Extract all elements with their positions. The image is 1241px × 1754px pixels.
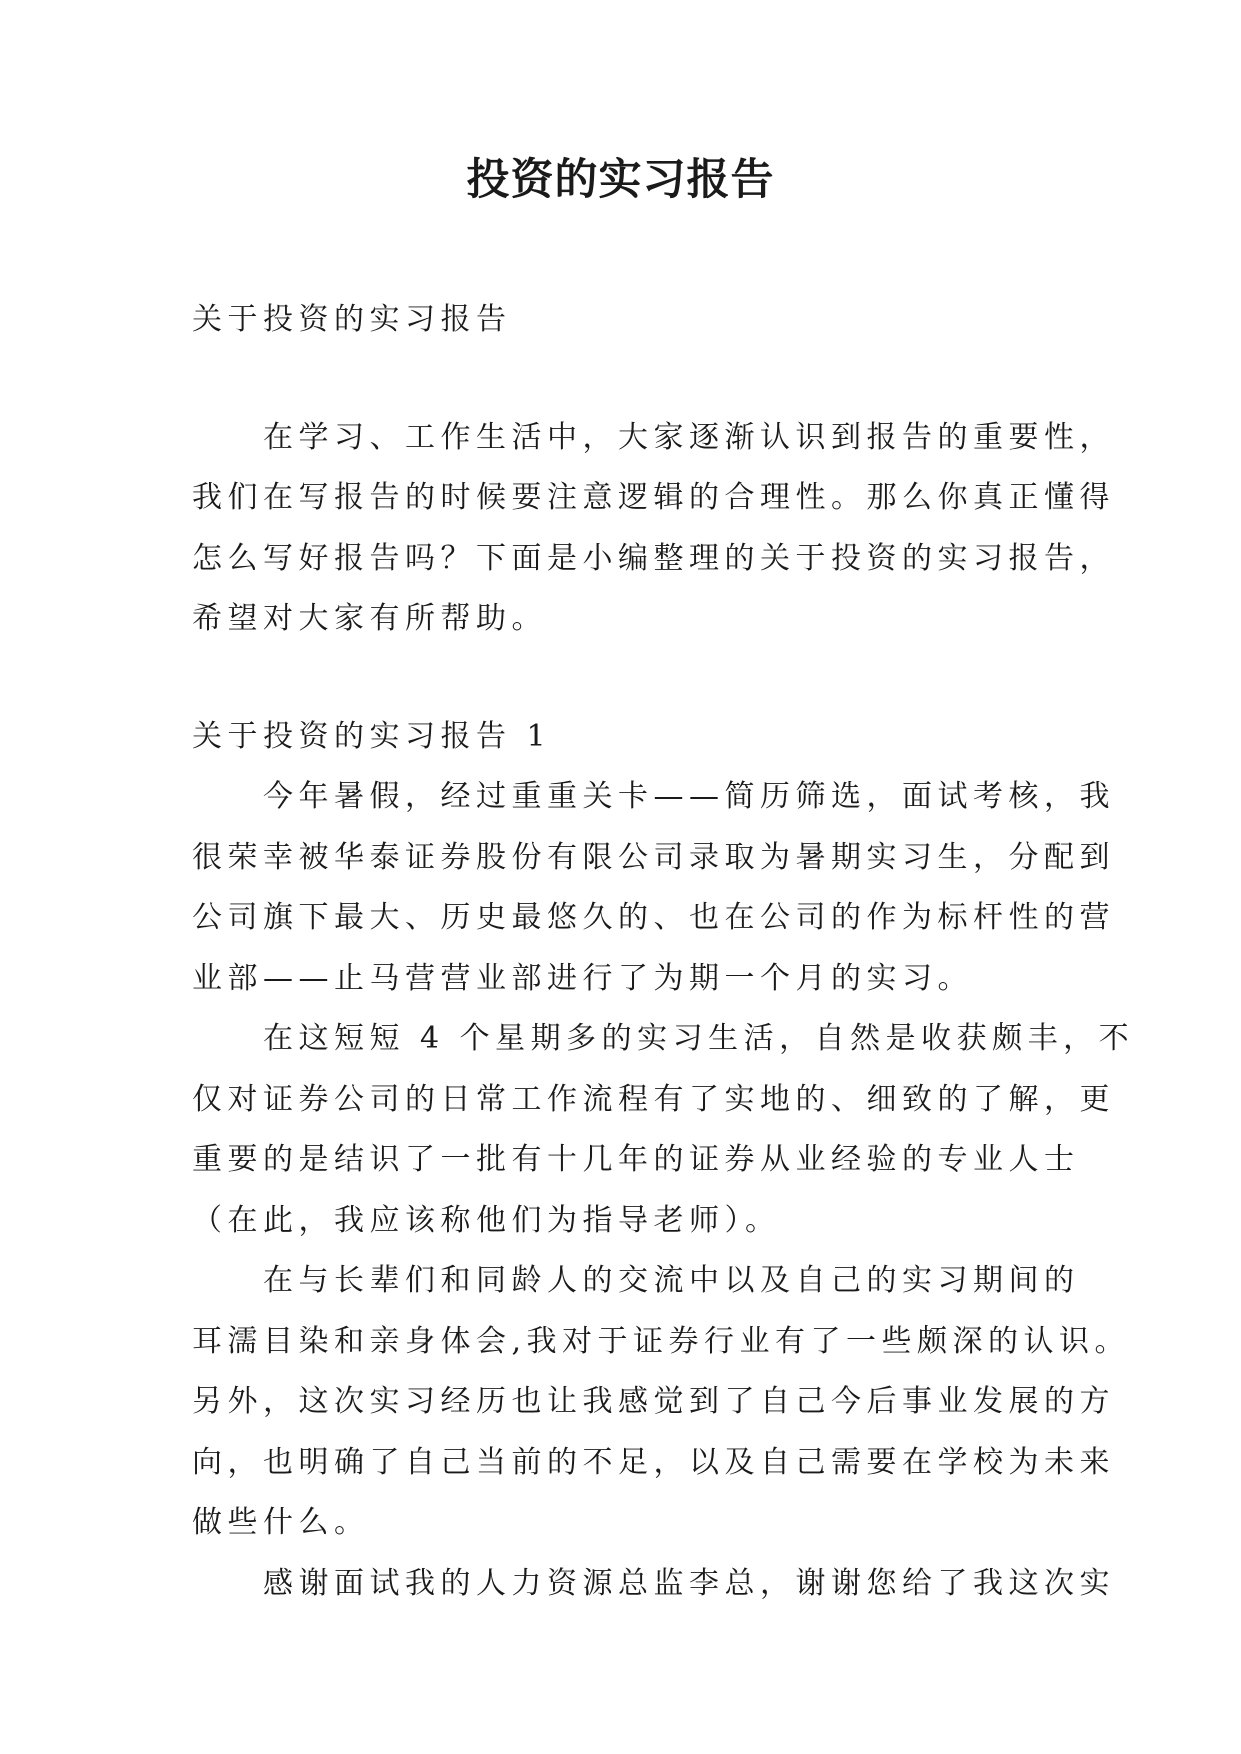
text-line: 在与长辈们和同龄人的交流中以及自己的实习期间的 [192, 1263, 1080, 1298]
document-title: 投资的实习报告 [466, 155, 775, 205]
text-line: 另外，这次实习经历也让我感觉到了自己今后事业发展的方 [192, 1384, 1115, 1419]
spacer [192, 650, 1058, 707]
text-line: 希望对大家有所帮助。 [192, 601, 547, 636]
text-line: 仅对证券公司的日常工作流程有了实地的、细致的了解，更 [192, 1081, 1115, 1117]
document-body [192, 290, 1135, 1614]
text-line: 很荣幸被华泰证券股份有限公司录取为暑期实习生，分配到 [192, 839, 1115, 875]
text-line: 业部——止马营营业部进行了为期一个月的实习。 [192, 960, 973, 996]
intro-paragraph [192, 408, 1115, 650]
text-line: 感谢面试我的人力资源总监李总，谢谢您给了我这次实 [192, 1565, 1115, 1601]
text-line: 在这短短 4 个星期多的实习生活，自然是收获颇丰，不 [192, 1021, 1135, 1056]
text-line: 重要的是结识了一批有十几年的证券从业经验的专业人士 [192, 1142, 1080, 1177]
body-paragraph [192, 767, 1115, 1009]
text-line: 今年暑假，经过重重关卡——简历筛选，面试考核，我 [192, 779, 1115, 814]
text-line: 在学习、工作生活中，大家逐渐认识到报告的重要性， [192, 419, 1115, 455]
text-line: 公司旗下最大、历史最悠久的、也在公司的作为标杆性的营 [192, 900, 1115, 935]
body-paragraph [192, 1009, 1135, 1251]
text-line: 耳濡目染和亲身体会,我对于证券行业有了一些颇深的认识。 [192, 1323, 1131, 1359]
body-paragraph [192, 1554, 1115, 1615]
text-line: 我们在写报告的时候要注意逻辑的合理性。那么你真正懂得 [192, 480, 1115, 515]
section-heading: 关于投资的实习报告 1 [192, 718, 552, 754]
text-line: 向，也明确了自己当前的不足，以及自己需要在学校为未来 [192, 1444, 1115, 1480]
text-line: 怎么写好报告吗？下面是小编整理的关于投资的实习报告， [192, 540, 1115, 576]
text-line: （在此，我应该称他们为指导老师）。 [192, 1202, 781, 1238]
body-paragraph [192, 1251, 1131, 1554]
spacer [192, 351, 1058, 408]
document-subtitle: 关于投资的实习报告 [192, 302, 512, 337]
text-line: 做些什么。 [192, 1505, 370, 1540]
